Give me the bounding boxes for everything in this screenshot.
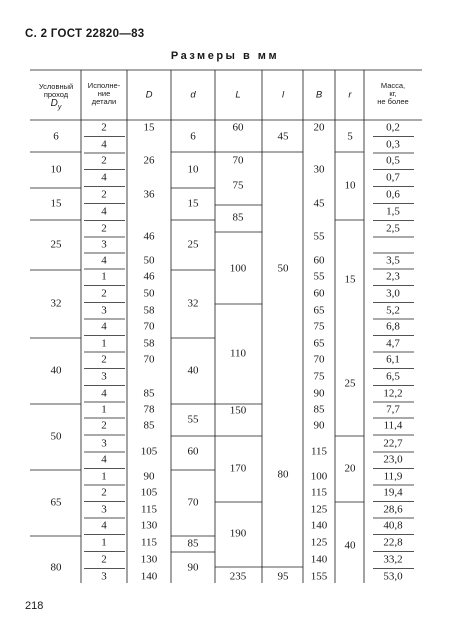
cell-ex: 4 bbox=[101, 453, 107, 466]
cell-ex: 4 bbox=[101, 254, 107, 267]
cell-d: 15 bbox=[187, 197, 199, 210]
cell-B: 75 bbox=[313, 320, 325, 333]
cell-d: 55 bbox=[187, 413, 199, 426]
cell-B: 90 bbox=[313, 419, 325, 432]
cell-L: 190 bbox=[229, 527, 247, 540]
cell-D: 140 bbox=[140, 570, 158, 583]
cell-B: 55 bbox=[313, 270, 325, 283]
cell-m: 2,5 bbox=[386, 222, 400, 235]
cell-m: 11,9 bbox=[383, 470, 403, 483]
col-header-mass-line3: не более bbox=[377, 96, 409, 106]
cell-m: 28,6 bbox=[383, 503, 403, 516]
cell-m: 22,8 bbox=[383, 536, 403, 549]
cell-ex: 1 bbox=[101, 403, 107, 416]
col-header-dy-line2: проход bbox=[43, 89, 69, 99]
cell-ex: 4 bbox=[101, 320, 107, 333]
cell-D: 15 bbox=[143, 121, 155, 134]
col-header-dy-line1: Условный bbox=[38, 81, 74, 91]
cell-B: 60 bbox=[313, 287, 325, 300]
cell-B: 60 bbox=[313, 254, 325, 267]
cell-ex: 4 bbox=[101, 138, 107, 151]
cell-D: 130 bbox=[140, 553, 158, 566]
cell-ex: 2 bbox=[101, 553, 107, 566]
cell-D: 26 bbox=[143, 154, 155, 167]
cell-m: 3,0 bbox=[386, 287, 400, 300]
cell-B: 75 bbox=[313, 370, 325, 383]
col-header-B: B bbox=[315, 89, 323, 101]
cell-D: 90 bbox=[143, 470, 155, 483]
cell-ex: 4 bbox=[101, 387, 107, 400]
cell-d: 70 bbox=[187, 496, 199, 509]
cell-m: 53,0 bbox=[383, 570, 403, 583]
col-header-ex-line2: ние bbox=[97, 88, 111, 98]
cell-D: 58 bbox=[143, 304, 155, 317]
cell-D: 115 bbox=[140, 536, 158, 549]
cell-B: 125 bbox=[310, 536, 328, 549]
cell-r: 25 bbox=[344, 377, 356, 390]
cell-B: 155 bbox=[310, 570, 328, 583]
cell-m: 3,5 bbox=[386, 254, 400, 267]
cell-L: 100 bbox=[229, 262, 247, 275]
col-header-l: l bbox=[281, 89, 285, 101]
cell-ex: 1 bbox=[101, 470, 107, 483]
cell-L: 150 bbox=[229, 404, 247, 417]
cell-m: 0,5 bbox=[386, 154, 400, 167]
cell-m: 0,2 bbox=[386, 121, 400, 134]
col-header-mass-line2: кг, bbox=[389, 88, 397, 98]
cell-B: 140 bbox=[310, 519, 328, 532]
cell-D: 105 bbox=[140, 445, 158, 458]
cell-ex: 2 bbox=[101, 154, 107, 167]
cell-L: 70 bbox=[232, 154, 244, 167]
document-header: С. 2 ГОСТ 22820—83 bbox=[25, 28, 145, 40]
col-header-d: d bbox=[190, 89, 196, 101]
cell-D: 46 bbox=[143, 230, 155, 243]
cell-ex: 3 bbox=[101, 238, 107, 251]
cell-L: 110 bbox=[229, 347, 247, 360]
cell-d: 32 bbox=[187, 297, 199, 310]
cell-dy: 6 bbox=[53, 130, 59, 143]
cell-B: 85 bbox=[313, 403, 325, 416]
cell-B: 20 bbox=[313, 121, 325, 134]
cell-m: 7,7 bbox=[386, 403, 400, 416]
col-header-L: L bbox=[235, 89, 241, 101]
cell-r: 10 bbox=[344, 179, 356, 192]
cell-B: 90 bbox=[313, 387, 325, 400]
cell-m: 0,3 bbox=[386, 138, 400, 151]
cell-D: 85 bbox=[143, 387, 155, 400]
cell-D: 78 bbox=[143, 403, 155, 416]
cell-d: 60 bbox=[187, 445, 199, 458]
cell-r: 20 bbox=[344, 462, 356, 475]
table-subtitle: Размеры в мм bbox=[170, 50, 280, 62]
cell-D: 36 bbox=[143, 188, 155, 201]
cell-l: 95 bbox=[277, 570, 289, 583]
cell-D: 50 bbox=[143, 287, 155, 300]
cell-dy: 50 bbox=[50, 430, 62, 443]
cell-D: 130 bbox=[140, 519, 158, 532]
cell-dy: 32 bbox=[50, 297, 62, 310]
cell-dy: 80 bbox=[50, 561, 62, 574]
cell-ex: 3 bbox=[101, 503, 107, 516]
cell-r: 5 bbox=[347, 130, 353, 143]
cell-m: 12,2 bbox=[383, 387, 403, 400]
cell-ex: 1 bbox=[101, 536, 107, 549]
cell-l: 50 bbox=[277, 262, 289, 275]
cell-ex: 3 bbox=[101, 370, 107, 383]
cell-ex: 2 bbox=[101, 121, 107, 134]
cell-m: 0,7 bbox=[386, 171, 400, 184]
cell-ex: 2 bbox=[101, 353, 107, 366]
cell-ex: 1 bbox=[101, 337, 107, 350]
cell-dy: 15 bbox=[50, 197, 62, 210]
col-header-r: r bbox=[348, 89, 352, 101]
cell-dy: 10 bbox=[50, 163, 62, 176]
cell-B: 115 bbox=[310, 445, 328, 458]
cell-m: 4,7 bbox=[386, 337, 400, 350]
col-header-ex-line1: Исполне- bbox=[87, 80, 121, 90]
cell-d: 85 bbox=[187, 537, 199, 550]
cell-B: 30 bbox=[313, 163, 325, 176]
col-header-dy-symbol: $D_у$ bbox=[50, 97, 62, 111]
cell-m: 23,0 bbox=[383, 453, 403, 466]
cell-dy: 65 bbox=[50, 496, 62, 509]
cell-L: 170 bbox=[229, 462, 247, 475]
cell-m: 5,2 bbox=[386, 304, 400, 317]
cell-m: 19,4 bbox=[383, 486, 403, 499]
cell-d: 25 bbox=[187, 238, 199, 251]
cell-ex: 2 bbox=[101, 419, 107, 432]
cell-r: 40 bbox=[344, 539, 356, 552]
cell-ex: 4 bbox=[101, 205, 107, 218]
cell-r: 15 bbox=[344, 273, 356, 286]
cell-m: 2,3 bbox=[386, 270, 400, 283]
cell-ex: 2 bbox=[101, 287, 107, 300]
cell-B: 115 bbox=[310, 486, 328, 499]
cell-ex: 4 bbox=[101, 519, 107, 532]
cell-dy: 25 bbox=[50, 238, 62, 251]
cell-D: 85 bbox=[143, 419, 155, 432]
cell-m: 22,7 bbox=[383, 437, 403, 450]
cell-l: 45 bbox=[277, 130, 289, 143]
cell-D: 70 bbox=[143, 353, 155, 366]
cell-m: 40,8 bbox=[383, 519, 403, 532]
cell-m: 11,4 bbox=[383, 419, 403, 432]
col-header-mass-line1: Масса, bbox=[380, 80, 406, 90]
cell-B: 45 bbox=[313, 197, 325, 210]
cell-ex: 3 bbox=[101, 437, 107, 450]
cell-m: 6,5 bbox=[386, 370, 400, 383]
col-header-ex-line3: детали bbox=[91, 96, 117, 106]
cell-ex: 2 bbox=[101, 222, 107, 235]
cell-d: 40 bbox=[187, 364, 199, 377]
cell-D: 58 bbox=[143, 337, 155, 350]
cell-dy: 40 bbox=[50, 364, 62, 377]
cell-L: 60 bbox=[232, 121, 244, 134]
cell-D: 46 bbox=[143, 270, 155, 283]
cell-B: 70 bbox=[313, 353, 325, 366]
cell-d: 6 bbox=[190, 130, 196, 143]
cell-B: 125 bbox=[310, 503, 328, 516]
cell-m: 0,6 bbox=[386, 188, 400, 201]
cell-L: 85 bbox=[232, 211, 244, 224]
cell-B: 140 bbox=[310, 553, 328, 566]
cell-ex: 2 bbox=[101, 486, 107, 499]
cell-l: 80 bbox=[277, 468, 289, 481]
cell-B: 55 bbox=[313, 230, 325, 243]
cell-ex: 3 bbox=[101, 304, 107, 317]
cell-D: 105 bbox=[140, 486, 158, 499]
cell-D: 70 bbox=[143, 320, 155, 333]
cell-L: 75 bbox=[232, 179, 244, 192]
cell-d: 10 bbox=[187, 163, 199, 176]
cell-m: 6,8 bbox=[386, 320, 400, 333]
cell-D: 50 bbox=[143, 254, 155, 267]
page-number: 218 bbox=[25, 600, 44, 612]
cell-B: 100 bbox=[310, 470, 328, 483]
cell-m: 6,1 bbox=[386, 353, 400, 366]
cell-ex: 3 bbox=[101, 570, 107, 583]
cell-B: 65 bbox=[313, 304, 325, 317]
cell-ex: 4 bbox=[101, 171, 107, 184]
cell-ex: 2 bbox=[101, 188, 107, 201]
cell-d: 90 bbox=[187, 561, 199, 574]
cell-B: 65 bbox=[313, 337, 325, 350]
cell-m: 33,2 bbox=[383, 553, 403, 566]
cell-m: 1,5 bbox=[386, 205, 400, 218]
cell-D: 115 bbox=[140, 503, 158, 516]
cell-ex: 1 bbox=[101, 270, 107, 283]
col-header-D: D bbox=[145, 89, 153, 101]
cell-L: 235 bbox=[229, 570, 247, 583]
